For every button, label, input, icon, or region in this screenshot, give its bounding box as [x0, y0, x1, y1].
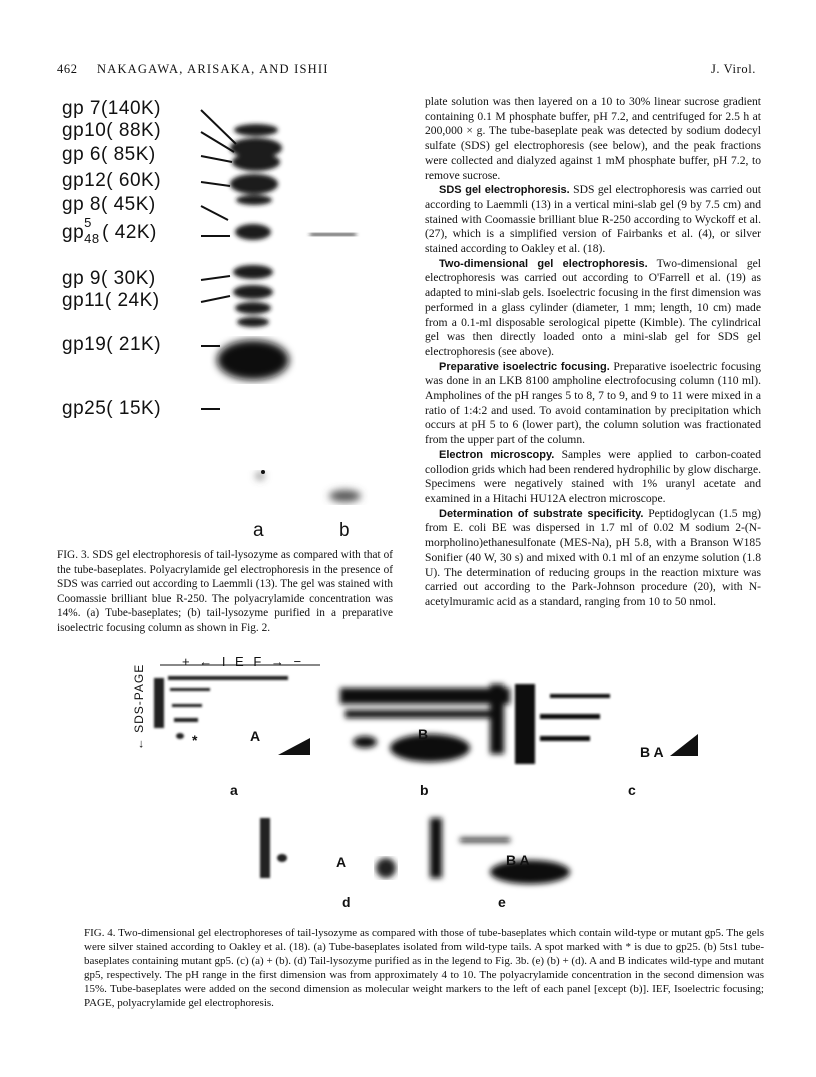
marker-ba-e: B A: [506, 852, 530, 868]
marker-label: gp 6( 85K): [62, 144, 156, 165]
panel-label-b: b: [420, 782, 429, 798]
marker-label: gp 9( 30K): [62, 268, 156, 289]
figure-4-2d-gels: [130, 654, 730, 918]
star-marker: *: [192, 732, 198, 748]
section-heading: Preparative isoelectric focusing.: [439, 360, 610, 373]
paragraph: plate solution was then layered on a 10 to 30% linear sucrose gradient containing 0.1 M phosphate buffer, pH 7.2, and centrifuged for 2.5 h at 200,000 × g. The tube-baseplate peak was detected by sodium dodecyl sulfate (SDS) gel electrophoresis (see below), and the peak fractions were collected and dialyzed against 1 mM phosphate buffer, pH 7.2, to remove sucrose.: [425, 95, 761, 182]
panel-label-e: e: [498, 894, 506, 910]
gel-image: [130, 658, 730, 918]
right-column-text: [425, 95, 761, 610]
marker-label: gp 7(140K): [62, 98, 162, 119]
running-authors: NAKAGAWA, ARISAKA, AND ISHII: [97, 62, 329, 76]
marker-label: gp 5 48 ( 42K): [62, 214, 157, 246]
marker-label: gp11( 24K): [62, 290, 160, 311]
page-number: 462: [57, 62, 78, 76]
paragraph: Preparative isoelectric focusing. Preparative isoelectric focusing was done in an LKB 8100 ampholine electrofocusing column (110 ml). Ampholines of the pH ranges 5 to 8, 7 to 9, and 9 to 11 were mixed in a ratio of 1:4:2 and used. To avoid contamination by precipitation which occurs at pH 5 to 6 (lower part), the column solution was fractionated from the upper part of the column.: [425, 359, 761, 447]
figure-3-caption: FIG. 3. SDS gel electrophoresis of tail-lysozyme as compared with that of the tube-baseplates. Polyacrylamide gel electrophoresis in the presence of SDS was carried out according to Laemmli (13). The gel was stained with Coomassie brilliant blue R-250. The polyacrylamide concentration was 14%. (a) Tube-baseplates; (b) tail-lysozyme purified in a preparative isoelectric focusing column as shown in Fig. 2.: [57, 549, 393, 634]
marker-label: gp12( 60K): [62, 170, 162, 191]
panel-label-a: a: [230, 782, 238, 798]
paragraph: Determination of substrate specificity. Peptidoglycan (1.5 mg) from E. coli BE was dispersed in 1.7 ml of 0.02 M sodium 2-(N-morpholino)ethanesulfonate (MES-Na), pH 5.8, with a Branson W185 Sonifier (40 W, 30 s) and mixed with 0.1 ml of an enzyme solution (1.8 U). The determination of reducing groups in the reaction mixture was carried out according to the Park-Johnson procedure (20), with N-acetylmuramic acid as a standard, ranging from 10 to 50 nmol.: [425, 506, 761, 608]
marker-b: B: [418, 726, 429, 742]
marker-a: A: [250, 728, 261, 744]
panel-label-d: d: [342, 894, 351, 910]
marker-a-d: A: [336, 854, 347, 870]
section-heading: Determination of substrate specificity.: [439, 507, 644, 520]
marker-label: gp19( 21K): [62, 334, 162, 355]
marker-ba-c: B A: [640, 744, 664, 760]
ief-label: + ← I E F → −: [182, 654, 305, 669]
panel-label-c: c: [628, 782, 636, 798]
lane-label-b: b: [339, 520, 350, 541]
section-heading: SDS gel electrophoresis.: [439, 184, 570, 197]
sds-page-label: ← SDS-PAGE: [132, 663, 147, 751]
lane-label-a: a: [253, 520, 264, 541]
paragraph: SDS gel electrophoresis. SDS gel electrophoresis was carried out according to Laemmli (13) in a vertical mini-slab gel (9 by 7.5 cm) and stained with Coomassie brilliant blue R-250 according to Wyckoff et al. (27), which is a simplified version of Fairbanks et al. (4), or silver stained according to Oakley et al. (18).: [425, 183, 761, 256]
marker-label: gp25( 15K): [62, 398, 162, 419]
section-heading: Electron microscopy.: [439, 448, 555, 461]
journal-name: J. Virol.: [710, 62, 756, 76]
marker-label: gp10( 88K): [62, 120, 162, 141]
paragraph: Two-dimensional gel electrophoresis. Two-dimensional gel electrophoresis was carried out according to O'Farrell et al. (19) as adapted to mini-slab gels. Isoelectric focusing in the first dimension was performed in a glass cylinder (diameter, 1 mm; length, 10 cm) made from a 0.1-ml disposable serological pipette (Kimble). The cylindrical gel was then directly loaded onto a mini-slab gel for SDS gel electrophoresis (see above).: [425, 256, 761, 358]
paragraph: Electron microscopy. Samples were applied to carbon-coated collodion grids which had been rendered hydrophilic by glow discharge. Specimens were negatively stained with 1% uranyl acetate and examined in a Hitachi HU12A electron microscope.: [425, 447, 761, 505]
figure-4-caption: FIG. 4. Two-dimensional gel electrophoreses of tail-lysozyme as compared with those of tube-baseplates which contain wild-type or mutant gp5. The gels were silver stained according to Oakley et al. (18). (a) Tube-baseplates isolated from wild-type tails. A spot marked with * is due to gp25. (b) 5ts1 tube-baseplates containing mutant gp5. (c) (a) + (b). (d) Tail-lysozyme purified as in the legend to Fig. 3b. (e) (b) + (d). A and B indicates wild-type and mutant gp5, respectively. The pH range in the first dimension was from approximately 4 to 10. The polyacrylamide concentration in the second dimension was 15%. Tube-baseplates were added on the second dimension as molecular weight markers to the left of each panel [except (b)]. IEF, Isoelectric focusing; PAGE, polyacrylamide gel electrophoresis.: [84, 927, 764, 1009]
section-heading: Two-dimensional gel electrophoresis.: [439, 257, 648, 270]
marker-label: gp 8( 45K): [62, 194, 156, 215]
figure-3-gel: [60, 96, 390, 546]
